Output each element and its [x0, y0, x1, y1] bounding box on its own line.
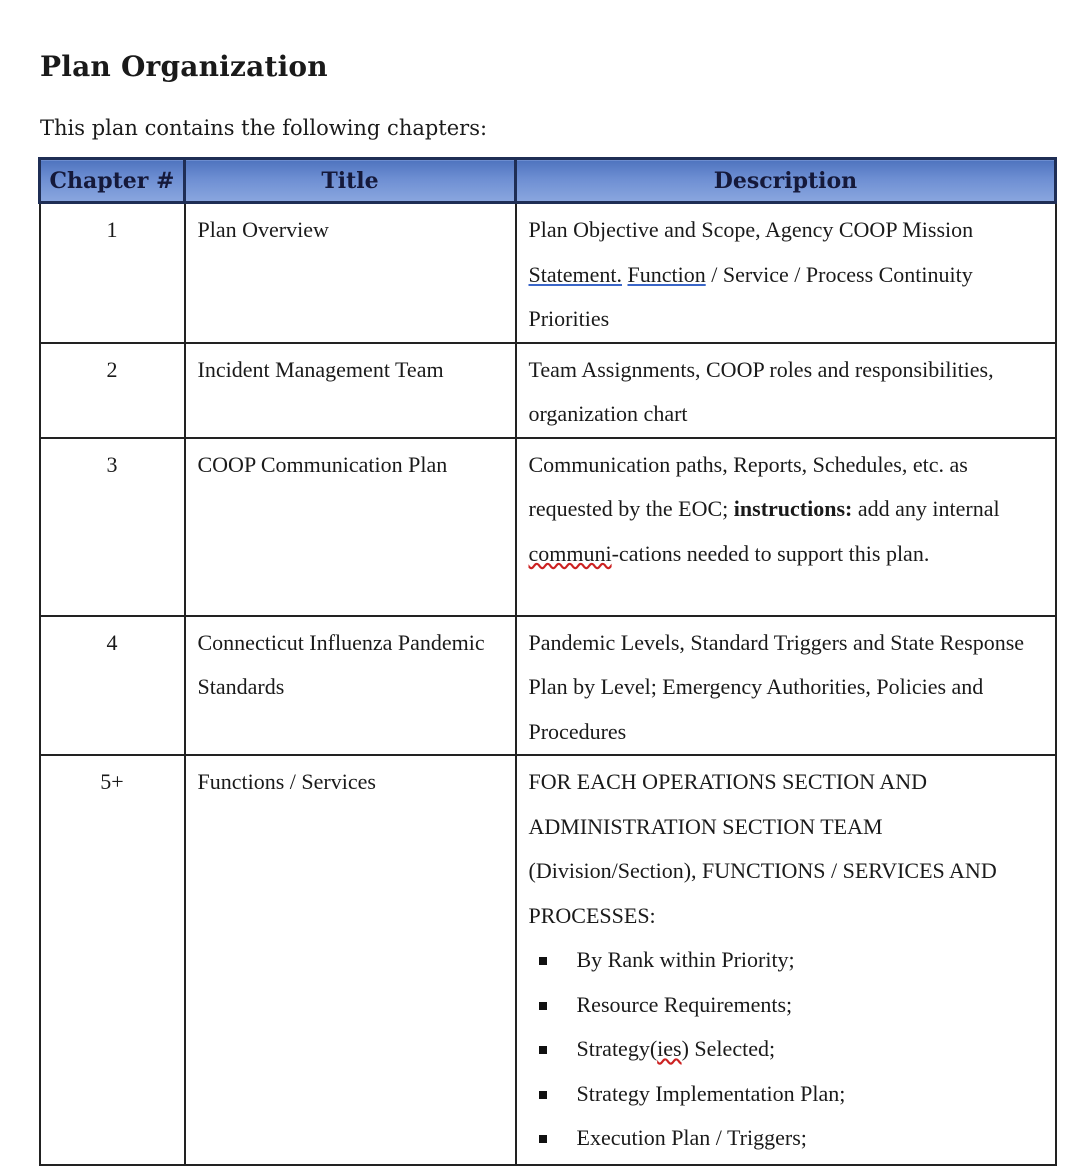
chapter-description [516, 755, 1056, 1165]
chapter-description: Pandemic Levels, Standard Triggers and State Response Plan by Level; Emergency Authorities, Policies and Procedures [516, 616, 1056, 756]
desc-heading: FOR EACH OPERATIONS SECTION AND ADMINISTRATION SECTION TEAM (Division/Section), FUNCTIONS / SERVICES AND PROCESSES: [528, 769, 997, 928]
desc-text: add any internal [852, 496, 1000, 521]
table-header-row [40, 159, 1056, 203]
chapter-number: 3 [40, 438, 185, 616]
chapters-table [38, 157, 1057, 1166]
table-row [40, 203, 1056, 343]
list-item: By Rank within Priority; [577, 938, 1045, 983]
chapter-number: 2 [40, 343, 185, 438]
list-item: Resource Requirements; [577, 983, 1045, 1028]
table-row [40, 755, 1056, 1165]
desc-underlined: Statement. [528, 261, 622, 287]
item-text: Strategy( [576, 1036, 658, 1061]
table-row [40, 438, 1056, 616]
table-row [40, 616, 1056, 756]
chapter-title: Incident Management Team [185, 343, 516, 438]
item-spellcheck: ies [657, 1036, 682, 1061]
chapter-number: 4 [40, 616, 185, 756]
intro-text: This plan contains the following chapters: [40, 116, 488, 140]
list-item [577, 1027, 1045, 1072]
list-item: Strategy Implementation Plan; [577, 1072, 1045, 1117]
desc-text: -cations needed to support this plan. [611, 540, 930, 566]
table-row [40, 343, 1056, 438]
header-title: Title [185, 159, 516, 203]
chapter-title: Plan Overview [185, 203, 516, 343]
chapter-description [516, 203, 1056, 343]
chapter-description: Team Assignments, COOP roles and responsibilities, organization chart [516, 343, 1056, 438]
desc-text: / Service / Process Continuity Priorities [528, 261, 973, 331]
desc-text: Plan Objective and Scope, Agency COOP Mission [528, 217, 974, 242]
desc-text: Communication paths, Reports, Schedules, etc. as requested by the EOC; [528, 451, 968, 521]
page-title: Plan Organization [40, 50, 328, 83]
chapter-description [516, 438, 1056, 616]
header-description: Description [516, 159, 1056, 203]
chapter-title: Connecticut Influenza Pandemic Standards [185, 616, 516, 756]
desc-spellcheck: communi [528, 540, 612, 566]
chapter-title: COOP Communication Plan [185, 438, 516, 616]
bullet-list [529, 938, 1045, 1161]
chapter-number: 1 [40, 203, 185, 343]
list-item: Execution Plan / Triggers; [577, 1116, 1045, 1161]
header-chapter: Chapter # [40, 159, 185, 203]
desc-bold: instructions: [733, 496, 853, 521]
chapter-number: 5+ [40, 755, 185, 1165]
chapter-title: Functions / Services [185, 755, 516, 1165]
item-text: ) Selected; [681, 1036, 776, 1061]
desc-underlined: Function [627, 261, 706, 287]
